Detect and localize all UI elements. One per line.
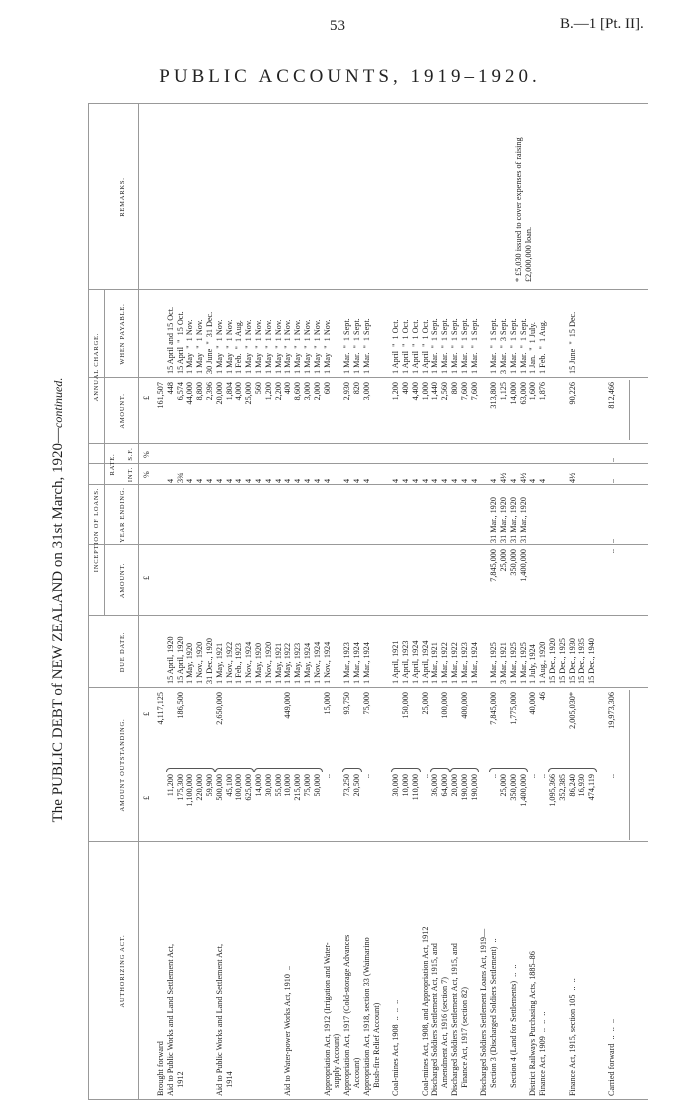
cell-due: 15 Dec., 1940 (587, 638, 597, 684)
rule-total-outstanding (629, 690, 630, 840)
cell-amt: 812,466 (606, 382, 616, 409)
group-bracket (166, 768, 215, 772)
rule-right (88, 103, 648, 104)
header-rate: RATE. (109, 453, 116, 476)
cell-due: 1 Nov., 1920 (195, 641, 205, 684)
cell-ri: 4½ (499, 472, 508, 483)
cell-due: 1 Mar., 1922 (450, 642, 459, 684)
cell-amt: 1,125 (499, 382, 508, 401)
cell-pay: 1 Mar. " 1 Sept. (508, 318, 518, 374)
cell-due: 1 Mar., 1923 (459, 642, 469, 684)
unit-rate: % (142, 471, 151, 478)
cell-due: 1 May, 1920 (185, 642, 195, 684)
cell-amt: 820 (352, 382, 361, 395)
cell-iy: 31 Mar., 1920 (508, 497, 518, 543)
cell-due: 1 Mar., 1924 (352, 642, 361, 684)
rule-left (88, 1099, 648, 1100)
rule-due (88, 615, 648, 616)
cell-pay: 1 May " 1 Nov. (283, 319, 293, 374)
cell-iy: 31 Mar., 1920 (489, 497, 499, 543)
cell-out1: 1,100,000 (185, 774, 195, 807)
cell-out2: 46 (538, 692, 548, 701)
cell-due: 1 Mar., 1921 (430, 642, 440, 684)
rule-total-annual (629, 380, 630, 440)
cell-act: Coal-mines Act, 1908, and Appropriation Act, 1912 (420, 926, 430, 1096)
cell-amt: 1,804 (224, 382, 234, 401)
cell-out1: 10,000 (283, 774, 293, 797)
header-inc-year: YEAR ENDING. (119, 487, 126, 543)
cell-out2: 400,000 (459, 692, 469, 719)
cell-out1: 36,000 (430, 774, 440, 797)
cell-due: 1 July, 1924 (528, 644, 538, 684)
cell-out2: 100,000 (440, 692, 450, 719)
header-inc-amount: AMOUNT. (119, 562, 126, 599)
cell-amt: 8,800 (195, 382, 205, 401)
rule-top (88, 104, 89, 1100)
cell-rs: .. (606, 457, 616, 462)
cell-out1: 11,200 (165, 774, 175, 797)
cell-amt: 1,200 (391, 382, 401, 401)
cell-due: 1 Feb., 1923 (234, 643, 244, 684)
cell-ri: 4 (459, 478, 469, 483)
cell-pay: 1 Mar. " 1 Sept. (352, 318, 361, 374)
cell-out1: 110,000 (410, 774, 420, 801)
cell-out1: 500,000 (214, 774, 224, 801)
cell-due: 1 April, 1923 (401, 640, 410, 684)
public-debt-table (50, 100, 654, 1100)
rule-inc-year (88, 484, 648, 485)
cell-ri: 4 (254, 478, 263, 483)
cell-out1: 100,000 (234, 774, 244, 801)
cell-ia: 1,400,000 (518, 549, 528, 582)
cell-ri: 4 (205, 478, 214, 483)
cell-due: 15 Dec., 1935 (577, 638, 587, 684)
cell-due: 1 April, 1924 (410, 640, 420, 684)
cell-ia: 7,845,000 (489, 549, 499, 582)
cell-pay: 1 Mar. " 1 Sept. (440, 318, 450, 374)
cell-act: Bush-fire Relief Account) (371, 1002, 381, 1096)
cell-due: 1 May, 1921 (214, 642, 224, 684)
cell-amt: 4,000 (234, 382, 244, 401)
cell-act: Finance Act, 1909 .. .. .. (538, 1011, 548, 1096)
cell-ri: 4 (234, 478, 244, 483)
cell-amt: 25,000 (244, 382, 254, 405)
cell-act: 1912 (175, 1071, 185, 1096)
remark-finance-1915: * £5,030 issued to cover expenses of raising £2,000,000 loan. (514, 137, 533, 282)
cell-pay: 1 May " 1 Nov. (263, 319, 273, 374)
cell-due: 1 May, 1922 (283, 642, 293, 684)
cell-pay: 1 May " 1 Nov. (273, 319, 283, 374)
cell-out1: 215,000 (293, 774, 303, 801)
cell-amt: 1,200 (263, 382, 273, 401)
cell-amt: 3,000 (361, 382, 371, 401)
cell-pay: 1 Feb. " 1 Aug. (538, 320, 548, 374)
unit-outstanding-2: £ (142, 711, 151, 716)
cell-out2: 40,000 (528, 692, 538, 715)
cell-out2: 25,000 (420, 692, 430, 715)
cell-pay: 1 Mar. " 1 Sept. (459, 318, 469, 374)
cell-act: Section 4 (Land for Settlements) .. .. (508, 964, 518, 1096)
cell-amt: 313,800 (489, 382, 499, 409)
cell-out1: 352,385 (557, 774, 567, 801)
cell-pay: 1 May " 1 Nov. (293, 319, 303, 374)
cell-act: 1914 (224, 1071, 234, 1096)
group-bracket (548, 768, 597, 772)
cell-act: Amendment Act, 1916 (section 7) (440, 977, 450, 1096)
header-sf: S.F. (127, 447, 134, 461)
cell-out2: 2,650,000 (214, 692, 224, 725)
group-bracket (489, 768, 528, 772)
cell-pay: 1 Mar. " 1 Sept. (430, 318, 440, 374)
header-remarks: REMARKS. (119, 177, 126, 217)
cell-out1: 474,119 (587, 774, 597, 801)
cell-ri: 4 (214, 478, 224, 483)
table-title-suffix: continued. (51, 377, 65, 428)
cell-ri: 4 (342, 478, 352, 483)
cell-amt: 1,440 (430, 382, 440, 401)
cell-act: Account) (352, 1057, 361, 1096)
cell-out1: 30,000 (391, 774, 401, 797)
cell-amt: 400 (401, 382, 410, 395)
cell-due: 31 Dec., 1920 (205, 638, 214, 684)
cell-ri: 4½ (567, 472, 577, 483)
cell-ri: 3¾ (175, 472, 185, 483)
cell-out1: .. (489, 774, 499, 779)
cell-out1: 14,000 (254, 774, 263, 797)
cell-due: 1 Mar., 1925 (508, 642, 518, 684)
cell-ri: 4 (410, 478, 420, 483)
cell-due: 1 Nov., 1924 (244, 641, 254, 684)
cell-pay: 1 April " 1 Oct. (391, 319, 401, 374)
cell-act: Aid to Public Works and Land Settlement Act, (214, 943, 224, 1096)
cell-amt: 161,507 (156, 382, 165, 409)
cell-due: 1 Aug., 1920 (538, 641, 548, 684)
page-heading: PUBLIC ACCOUNTS, 1919–1920. (159, 66, 541, 87)
cell-out2: 449,000 (283, 692, 293, 719)
cell-ri: 4 (361, 478, 371, 483)
cell-ri: 4 (322, 478, 332, 483)
cell-out1: 1,400,000 (518, 774, 528, 807)
group-bracket (391, 768, 420, 772)
cell-out2: 93,750 (342, 692, 352, 715)
cell-due: 1 April, 1924 (420, 640, 430, 684)
header-payable: WHEN PAYABLE. (119, 303, 126, 365)
cell-amt: 90,226 (567, 382, 577, 405)
cell-act: Section 3 (Discharged Soldiers Settlement) .. (489, 938, 499, 1096)
cell-out1: 59,900 (205, 774, 214, 797)
cell-out2: 15,000 (322, 692, 332, 715)
cell-pay: 1 April " 1 Oct. (420, 319, 430, 374)
cell-act: Aid to Water-power Works Act, 1910 .. (283, 965, 293, 1096)
cell-out1: 50,000 (312, 774, 322, 797)
cell-ri: 4 (508, 478, 518, 483)
cell-out1: .. (528, 774, 538, 779)
header-annual: ANNUAL CHARGE. (93, 332, 100, 402)
cell-ri: 4 (528, 478, 538, 483)
cell-out1: 20,500 (352, 774, 361, 797)
rule-act (88, 841, 648, 842)
cell-due: 1 Mar., 1924 (469, 642, 479, 684)
cell-out1: 220,000 (195, 774, 205, 801)
cell-ri: 4 (263, 478, 273, 483)
cell-due: 1 Mar., 1922 (440, 642, 450, 684)
cell-due: 1 May, 1924 (303, 642, 312, 684)
header-int: INT. (127, 466, 134, 483)
cell-amt: 1,876 (538, 382, 548, 401)
cell-act: Brought forward (156, 1041, 165, 1096)
cell-out2: 19,973,306 (606, 692, 616, 729)
cell-amt: 400 (283, 382, 293, 395)
cell-out2: 186,500 (175, 692, 185, 719)
cell-amt: 4,400 (410, 382, 420, 401)
cell-pay: 1 May " 1 Nov. (322, 319, 332, 374)
cell-ri: 4 (538, 478, 548, 483)
cell-amt: 8,600 (293, 382, 303, 401)
cell-due: 1 April, 1921 (391, 640, 401, 684)
header-outstanding: AMOUNT OUTSTANDING. (119, 718, 126, 812)
cell-ia: .. (606, 549, 616, 554)
cell-act: District Railways Purchasing Acts, 1885–86 (528, 951, 538, 1096)
cell-pay: 1 May " 1 Nov. (214, 319, 224, 374)
rule-inc-amount (88, 544, 648, 545)
cell-due: 15 April, 1920 (165, 636, 175, 684)
cell-pay: 3 Mar. " 3 Sept. (499, 318, 508, 374)
cell-ri: 4 (391, 478, 401, 483)
cell-pay: 1 April " 1 Oct. (401, 319, 410, 374)
cell-act: Finance Act, 1917 (section 82) (459, 987, 469, 1096)
cell-amt: 63,000 (518, 382, 528, 405)
cell-act: Discharged Soldiers Settlement Loans Act, 1919— (479, 928, 489, 1096)
cell-out1: 25,000 (499, 774, 508, 797)
cell-ri: 4 (273, 478, 283, 483)
cell-due: 1 May, 1920 (254, 642, 263, 684)
cell-ri: 4 (224, 478, 234, 483)
cell-due: 1 Nov., 1920 (263, 641, 273, 684)
rule-int (88, 463, 648, 464)
cell-due: 3 Mar., 1921 (499, 642, 508, 684)
cell-pay: 15 June " 15 Dec. (567, 311, 577, 374)
cell-out1: 16,930 (577, 774, 587, 797)
cell-amt: 2,930 (342, 382, 352, 401)
cell-ri: 4½ (518, 472, 528, 483)
cell-pay: 1 May " 1 Nov. (312, 319, 322, 374)
cell-amt: 3,000 (303, 382, 312, 401)
header-due: DUE DATE. (119, 631, 126, 673)
cell-amt: 1,000 (420, 382, 430, 401)
cell-act: Finance Act, 1915, section 105 .. .. (567, 978, 577, 1096)
cell-ri: 4 (430, 478, 440, 483)
cell-act: Appropriation Act, 1918, section 33 (Waimarino (361, 937, 371, 1096)
cell-pay: 1 Mar. " 1 Sept. (518, 318, 528, 374)
rule-annual (104, 290, 105, 444)
group-bracket (215, 768, 254, 772)
cell-pay: 1 Jan. " 1 July. (528, 322, 538, 374)
cell-act: Discharged Soldiers Settlement Act, 1915, and (450, 943, 459, 1096)
cell-ri: 4 (195, 478, 205, 483)
table-title: The PUBLIC DEBT of NEW ZEALAND on 31st March, 1920—continued. (50, 377, 66, 823)
cell-pay: 1 Mar. " 1 Sept. (489, 318, 499, 374)
unit-sf: % (142, 451, 151, 458)
cell-out1: .. (420, 774, 430, 779)
cell-out1: 75,000 (303, 774, 312, 797)
cell-ri: 4 (401, 478, 410, 483)
cell-out1: 20,000 (450, 774, 459, 797)
cell-amt: 20,000 (214, 382, 224, 405)
cell-out1: .. (606, 774, 616, 779)
cell-act: supply Account) (332, 1033, 342, 1096)
cell-ri: 4 (303, 478, 312, 483)
cell-ri: 4 (293, 478, 303, 483)
cell-amt: 2,200 (273, 382, 283, 401)
cell-amt: 7,600 (469, 382, 479, 401)
cell-out1: 1,095,366 (548, 774, 557, 807)
cell-ri: 4 (420, 478, 430, 483)
cell-due: 1 Nov., 1924 (312, 641, 322, 684)
cell-pay: 15 April " 15 Oct. (175, 311, 185, 374)
cell-out2: 75,000 (361, 692, 371, 715)
header-act: AUTHORIZING ACT. (119, 934, 126, 1008)
cell-ia: 25,000 (499, 549, 508, 572)
rule-sf (88, 443, 648, 444)
group-bracket (254, 768, 323, 772)
cell-amt: 2,560 (440, 382, 450, 401)
cell-amt: 2,000 (312, 382, 322, 401)
cell-pay: 1 Mar. " 1 Sept. (450, 318, 459, 374)
cell-amt: 6,574 (175, 382, 185, 401)
cell-out1: 10,000 (401, 774, 410, 797)
cell-due: 1 Nov., 1924 (322, 641, 332, 684)
cell-amt: 560 (254, 382, 263, 395)
cell-due: 15 Dec., 1925 (557, 638, 567, 684)
cell-due: 1 Nov., 1922 (224, 641, 234, 684)
group-bracket (430, 768, 450, 772)
rule-header-bottom (138, 104, 139, 1100)
cell-out1: 45,100 (224, 774, 234, 797)
cell-ri: 4 (469, 478, 479, 483)
cell-due: 15 April, 1920 (175, 636, 185, 684)
cell-amt: 1,600 (528, 382, 538, 401)
cell-pay: 1 Mar. " 1 Sept. (361, 318, 371, 374)
cell-out1: .. (538, 774, 548, 779)
cell-out1: 350,000 (508, 774, 518, 801)
unit-annual: £ (142, 395, 151, 400)
cell-amt: 600 (322, 382, 332, 395)
cell-out1: 175,300 (175, 774, 185, 801)
cell-ri: 4 (312, 478, 322, 483)
rule-payable (88, 289, 648, 290)
cell-out1: 190,000 (469, 774, 479, 801)
cell-ri: 4 (440, 478, 450, 483)
cell-amt: 448 (165, 382, 175, 395)
unit-inception: £ (142, 575, 151, 580)
cell-out1: .. (322, 774, 332, 779)
cell-amt: 800 (450, 382, 459, 395)
cell-act: Carried forward .. .. .. (606, 1018, 616, 1096)
cell-out2: 1,775,000 (508, 692, 518, 725)
cell-out1: 190,000 (459, 774, 469, 801)
cell-pay: 15 April and 15 Oct. (165, 306, 175, 374)
cell-ia: 350,000 (508, 549, 518, 576)
cell-iy: 31 Mar., 1920 (499, 497, 508, 543)
cell-due: 1 Mar., 1925 (518, 642, 528, 684)
document-reference: B.—1 [Pt. II]. (560, 16, 644, 32)
cell-out1: 625,000 (244, 774, 254, 801)
cell-out1: .. (361, 774, 371, 779)
cell-pay: 1 May " 1 Nov. (224, 319, 234, 374)
group-bracket (450, 768, 479, 772)
header-inception: INCEPTION OF LOANS. (93, 487, 100, 573)
cell-due: 1 Mar., 1923 (342, 642, 352, 684)
cell-amt: 7,600 (459, 382, 469, 401)
page-number: 53 (330, 18, 345, 34)
cell-pay: 1 Mar. " 1 Sept. (342, 318, 352, 374)
cell-due: 1 May, 1923 (293, 642, 303, 684)
cell-iy: 31 Mar., 1920 (518, 497, 528, 543)
cell-act: Coal-mines Act, 1908 .. .. .. (391, 999, 401, 1096)
cell-pay: 1 May " 1 Nov. (244, 319, 254, 374)
cell-due: 15 Dec., 1920 (548, 638, 557, 684)
cell-pay: 1 May " 1 Nov. (195, 319, 205, 374)
cell-pay: 1 May " 1 Nov. (254, 319, 263, 374)
cell-out1: 86,240 (567, 774, 577, 797)
cell-out1: 73,250 (342, 774, 352, 797)
cell-ri: 4 (283, 478, 293, 483)
cell-due: 1 May, 1921 (273, 642, 283, 684)
cell-act: Aid to Public Works and Land Settlement Act, (165, 943, 175, 1096)
cell-amt: 14,000 (508, 382, 518, 405)
cell-ri: 4 (244, 478, 254, 483)
cell-out2: 7,845,000 (489, 692, 499, 725)
cell-iy: .. (606, 538, 616, 543)
cell-amt: 44,000 (185, 382, 195, 405)
cell-pay: 30 June " 31 Dec. (205, 311, 214, 374)
cell-due: 1 Mar., 1924 (361, 642, 371, 684)
cell-pay: 1 April " 1 Oct. (410, 319, 420, 374)
cell-act: Discharged Soldiers Settlement Act, 1915, and (430, 943, 440, 1096)
cell-pay: 1 Mar. " 1 Sept. (469, 318, 479, 374)
cell-act: Appropriation Act, 1912 (Irrigation and Water- (322, 942, 332, 1096)
rule-outstanding (88, 687, 648, 688)
cell-out1: 30,000 (263, 774, 273, 797)
cell-pay: 1 May " 1 Nov. (185, 319, 195, 374)
cell-out2: 150,000 (401, 692, 410, 719)
cell-pay: 1 Feb. " 1 Aug. (234, 320, 244, 374)
cell-out1: 55,000 (273, 774, 283, 797)
rule-ann-amount (88, 377, 648, 378)
unit-outstanding-1: £ (142, 795, 151, 800)
cell-ri: 4 (450, 478, 459, 483)
cell-ri: .. (606, 478, 616, 483)
cell-ri: 4 (489, 478, 499, 483)
cell-ri: 4 (352, 478, 361, 483)
cell-due: 15 Dec., 1930 (567, 638, 577, 684)
group-bracket (342, 768, 362, 772)
cell-out1: 64,000 (440, 774, 450, 797)
cell-due: 1 Mar., 1925 (489, 642, 499, 684)
rule-inception (104, 444, 105, 616)
cell-ri: 4 (185, 478, 195, 483)
cell-out2: 4,117,125 (156, 692, 165, 725)
cell-pay: 1 May " 1 Nov. (303, 319, 312, 374)
cell-amt: 2,396 (205, 382, 214, 401)
cell-ri: 4 (165, 478, 175, 483)
cell-act: Appropriation Act, 1917 (Cold-storage Advances (342, 934, 352, 1096)
cell-out2: 2,005,030* (567, 692, 577, 729)
header-ann-amount: AMOUNT. (119, 393, 126, 429)
